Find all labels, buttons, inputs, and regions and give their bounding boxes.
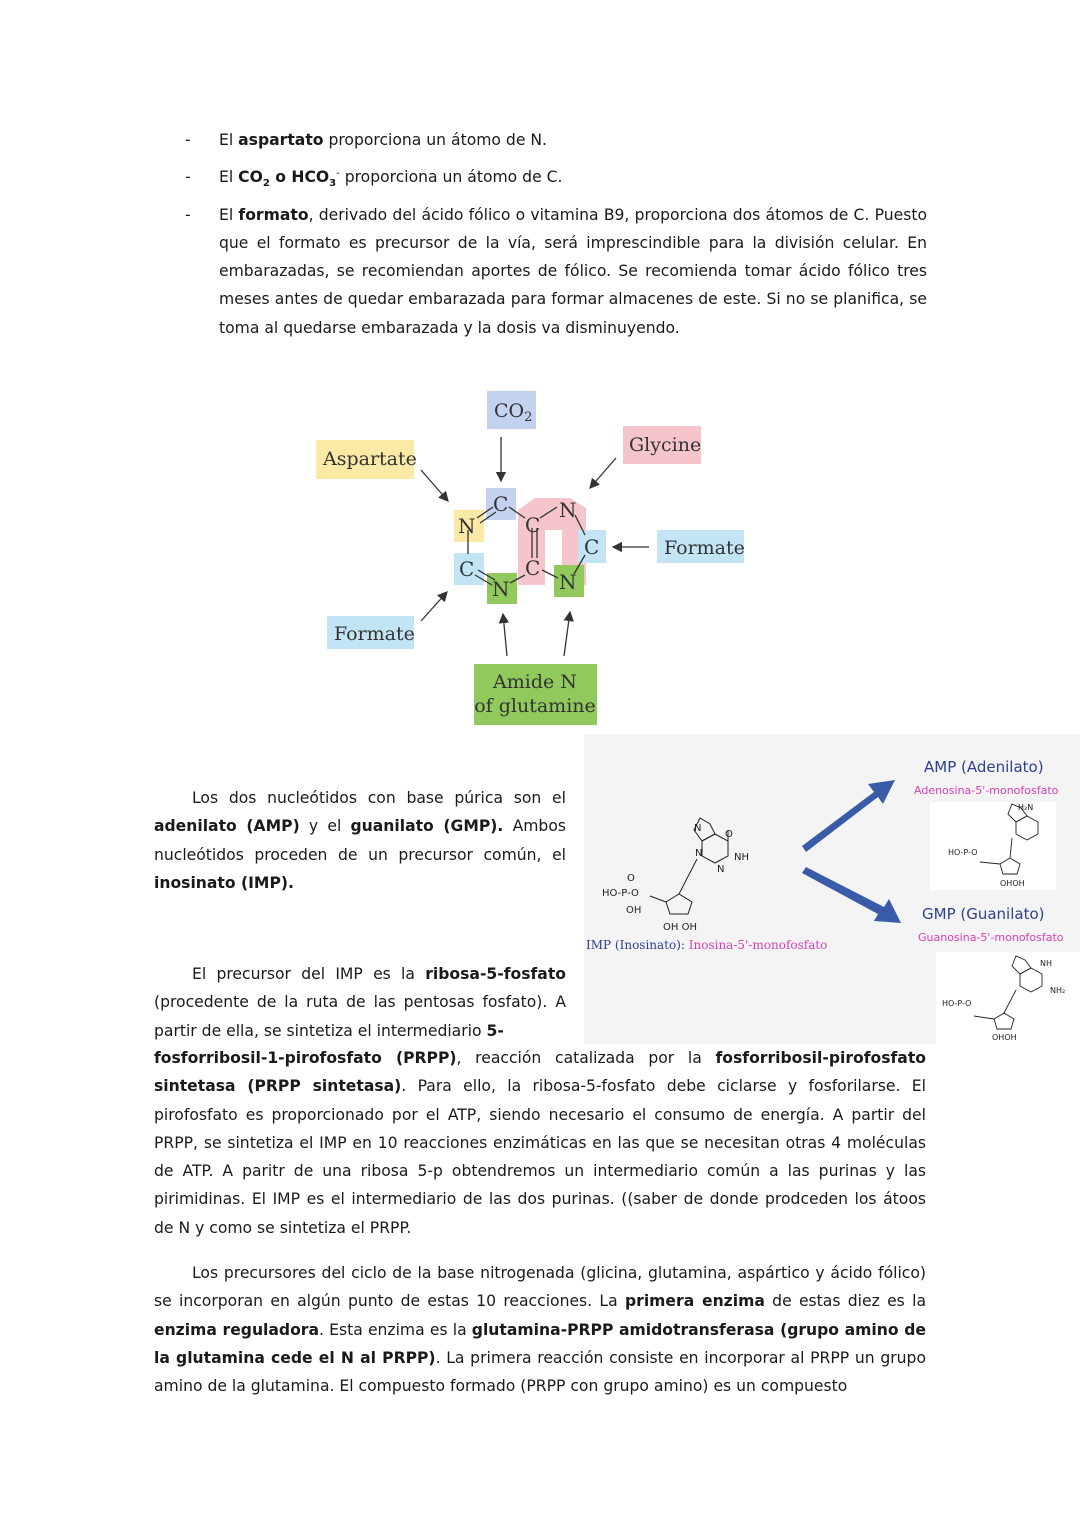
svg-text:N: N — [717, 864, 725, 875]
svg-text:H₂N: H₂N — [1018, 803, 1034, 812]
amide-label-line1: Amide N — [493, 671, 577, 693]
atom-n7: N — [559, 570, 577, 594]
bullet-marker: - — [185, 205, 191, 224]
atom-n4: N — [559, 498, 577, 522]
purine-atom-origin-figure — [300, 380, 760, 730]
svg-text:HO-P-O: HO-P-O — [948, 848, 978, 857]
svg-text:HO-P-O: HO-P-O — [942, 999, 972, 1008]
svg-text:OH OH: OH OH — [663, 922, 697, 933]
aspartate-label: Aspartate — [323, 448, 417, 470]
gmp-label: GMP (Guanilato) — [922, 905, 1045, 923]
precursor-bullet-list — [185, 126, 927, 351]
atom-n1: N — [458, 514, 476, 538]
paragraph-regulatory-enzyme: Los precursores del ciclo de la base nitrogenada (glicina, glutamina, aspártico y ácido fólico) se incorporan en algún punto de estas 10 reacciones. La primera enzima de estas diez es la enzima reguladora. Esta enzima es la glutamina-PRPP amidotransferasa (grupo amino de la glutamina cede el N al PRPP). La primera reacción consiste en incorporar al PRPP un grupo amino de la glutamina. El compuesto formado (PRPP con grupo amino) es un compuesto — [154, 1264, 926, 1396]
svg-text:NH: NH — [734, 852, 749, 863]
paragraph-prpp-start: El precursor del IMP es la ribosa-5-fosfato (procedente de la ruta de las pentosas fosfato). A partir de ella, se sintetiza el intermediario 5- — [154, 965, 566, 1040]
arrow-to-amp — [802, 780, 895, 852]
bullet-formate: - El formato, derivado del ácido fólico o vitamina B9, proporciona dos átomos de C. Puesto que el formato es precursor de la vía, será imprescindible para la división celular. En embarazadas, se recomiendan aportes de fólico. Se recomienda tomar ácido fólico tres meses antes de quedar embarazada para formar almacenes de este. Si no se planifica, se toma al quedarse embarazada y la dosis va disminuyendo. — [185, 201, 927, 342]
svg-text:O: O — [725, 829, 733, 840]
imp-label: IMP (Inosinato): Inosina-5'-monofosfato — [586, 938, 828, 952]
svg-text:HO-P-O: HO-P-O — [602, 888, 639, 899]
formate-left-label: Formate — [334, 623, 415, 645]
atom-c6: C — [525, 556, 541, 580]
imp-conversion-figure — [584, 734, 1080, 1044]
gmp-description: Guanosina-5'-monofosfato — [918, 931, 1064, 944]
paragraph-purine-nucleotides: Los dos nucleótidos con base púrica son el adenilato (AMP) y el guanilato (GMP). Ambos nucleótidos proceden de un precursor común, el inosinato (IMP). — [154, 789, 566, 892]
arrow-to-gmp — [802, 867, 901, 923]
glycine-label: Glycine — [629, 434, 702, 456]
co2-label: $CO_2$ — [494, 400, 533, 425]
atom-c8: C — [459, 557, 475, 581]
svg-text:N: N — [694, 823, 702, 834]
svg-text:N: N — [695, 848, 703, 859]
bullet-marker: - — [185, 131, 191, 149]
atom-c2: C — [493, 492, 509, 516]
svg-text:NH: NH — [1040, 959, 1052, 968]
atom-c5: C — [584, 535, 600, 559]
svg-text:OHOH: OHOH — [1000, 879, 1025, 888]
amide-label-line2: of glutamine — [474, 695, 596, 717]
svg-text:OH: OH — [626, 905, 642, 916]
amp-description: Adenosina-5'-monofosfato — [914, 784, 1059, 797]
svg-text:OHOH: OHOH — [992, 1033, 1017, 1042]
atom-n9: N — [492, 577, 510, 601]
amp-label: AMP (Adenilato) — [924, 758, 1044, 776]
bullet-aspartate: - El aspartato proporciona un átomo de N. — [185, 126, 927, 154]
paragraph-prpp-continued: fosforribosil-1-pirofosfato (PRPP), reacción catalizada por la fosforribosil-pirofosfato sintetasa (PRPP sintetasa). Para ello, la ribosa-5-fosfato debe ciclarse y fosforilarse. El pirofosfato es proporcionado por el ATP, siendo necesario el consumo de energía. A partir del PRPP, se sintetiza el IMP en 10 reacciones enzimáticas en las que se necesitan otras 4 moléculas de ATP. A paritr de una ribosa 5-p obtendremos un intermediario común a las purinas y las pirimidinas. El IMP es el intermediario de las dos purinas. ((saber de donde prodceden los átoos de N y como se sintetiza el PRPP. — [154, 1049, 926, 1237]
atom-c3: C — [525, 513, 541, 537]
formate-right-label: Formate — [664, 537, 745, 559]
svg-text:NH₂: NH₂ — [1050, 986, 1066, 995]
svg-text:O: O — [627, 873, 635, 884]
bullet-marker: - — [185, 168, 191, 187]
bullet-co2: - El $CO_2$ o $HCO_3^-$ proporciona un átomo de C. — [185, 163, 927, 191]
